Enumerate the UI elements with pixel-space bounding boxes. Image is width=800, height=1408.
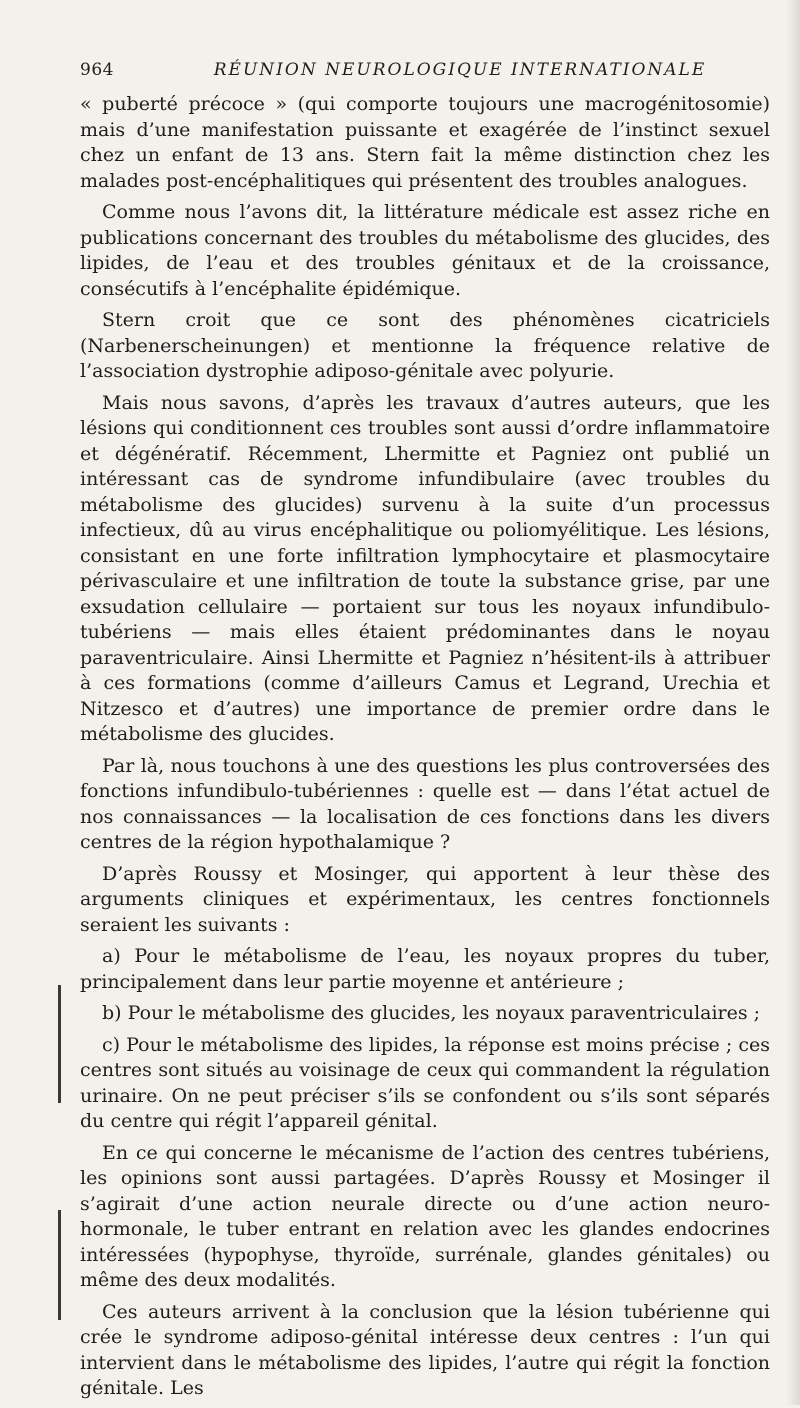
paragraph: Stern croit que ce sont des phénomènes cicatriciels (Narbenerscheinungen) et mentionne la fréquence relative de l’association dystrophie adiposo-génitale avec polyurie. [80,309,770,382]
running-head: RÉUNION NEUROLOGIQUE INTERNATIONALE [213,60,707,80]
paragraph: D’après Roussy et Mosinger, qui apportent à leur thèse des arguments cliniques et expérimentaux, les centres fonctionnels seraient les suivants : [80,862,770,936]
paragraph: « puberté précoce » (qui comporte toujours une macrogénitosomie) mais d’une manifestation puissante et exagérée de l’instinct sexuel chez un enfant de 13 ans. Stern fait la même distinction chez les malades post-encéphalitiques qui présentent des troubles analogues. [80,93,770,192]
paragraph: Mais nous savons, d’après les travaux d’autres auteurs, que les lésions qui conditionnent ces troubles sont aussi d’ordre inflammatoire et dégénératif. Récemment, Lhermitte et Pagniez ont publié un intéressant cas de syndrome infundibulaire (avec troubles du métabolisme des glucides) survenu à la suite d’un processus infectieux, dû au virus encéphalitique ou poliomyélitique. Les lésions, consistant en une forte infiltration lymphocytaire et plasmocytaire périvasculaire et une infiltration de toute la substance grise, par une exsudation cellulaire — portaient sur tous les noyaux infundibulo-tubériens — mais elles étaient prédominantes dans le noyau paraventriculaire. Ainsi Lhermitte et Pagniez n’hésitent-ils à attribuer à ces formations (comme d’ailleurs Camus et Legrand, Urechia et Nitzesco et d’autres) une importance de premier ordre dans le métabolisme des glucides. [80,391,770,745]
body-text [80,92,770,1408]
page-edge-shadow [786,0,800,1405]
paragraph: Comme nous l’avons dit, la littérature médicale est assez riche en publications concernant des troubles du métabolisme des glucides, des lipides, de l’eau et des troubles génitaux et de la croissance, consécutifs à l’encéphalite épidémique. [80,201,770,300]
margin-mark [58,1210,61,1320]
paragraph: En ce qui concerne le mécanisme de l’action des centres tubériens, les opinions sont aussi partagées. D’après Roussy et Mosinger il s’agirait d’une action neurale directe ou d’une action neuro-hormonale, le tuber entrant en relation avec les glandes endocrines intéressées (hypophyse, thyroïde, surrénale, glandes génitales) ou même des deux modalités. [80,1141,770,1291]
margin-mark [58,985,61,1103]
page-header [80,52,720,86]
list-item: a) Pour le métabolisme de l’eau, les noyaux propres du tuber, principalement dans leur partie moyenne et antérieure ; [80,945,770,993]
list-item: b) Pour le métabolisme des glucides, les noyaux paraventriculaires ; [102,1002,761,1024]
page-number: 964 [80,60,114,80]
paragraph: Par là, nous touchons à une des questions les plus controversées des fonctions infundibulo-tubériennes : quelle est — dans l’état actuel de nos connaissances — la localisation de ces fonctions dans les divers centres de la région hypothalamique ? [80,754,770,853]
list-item: c) Pour le métabolisme des lipides, la réponse est moins précise ; ces centres sont situés au voisinage de ceux qui commandent la régulation urinaire. On ne peut préciser s’ils se confondent ou s’ils sont séparés du centre qui régit l’appareil génital. [80,1033,770,1132]
paragraph: Ces auteurs arrivent à la conclusion que la lésion tubérienne qui crée le syndrome adiposo-génital intéresse deux centres : l’un qui intervient dans le métabolisme des lipides, l’autre qui régit la fonction génitale. Les [80,1300,770,1399]
